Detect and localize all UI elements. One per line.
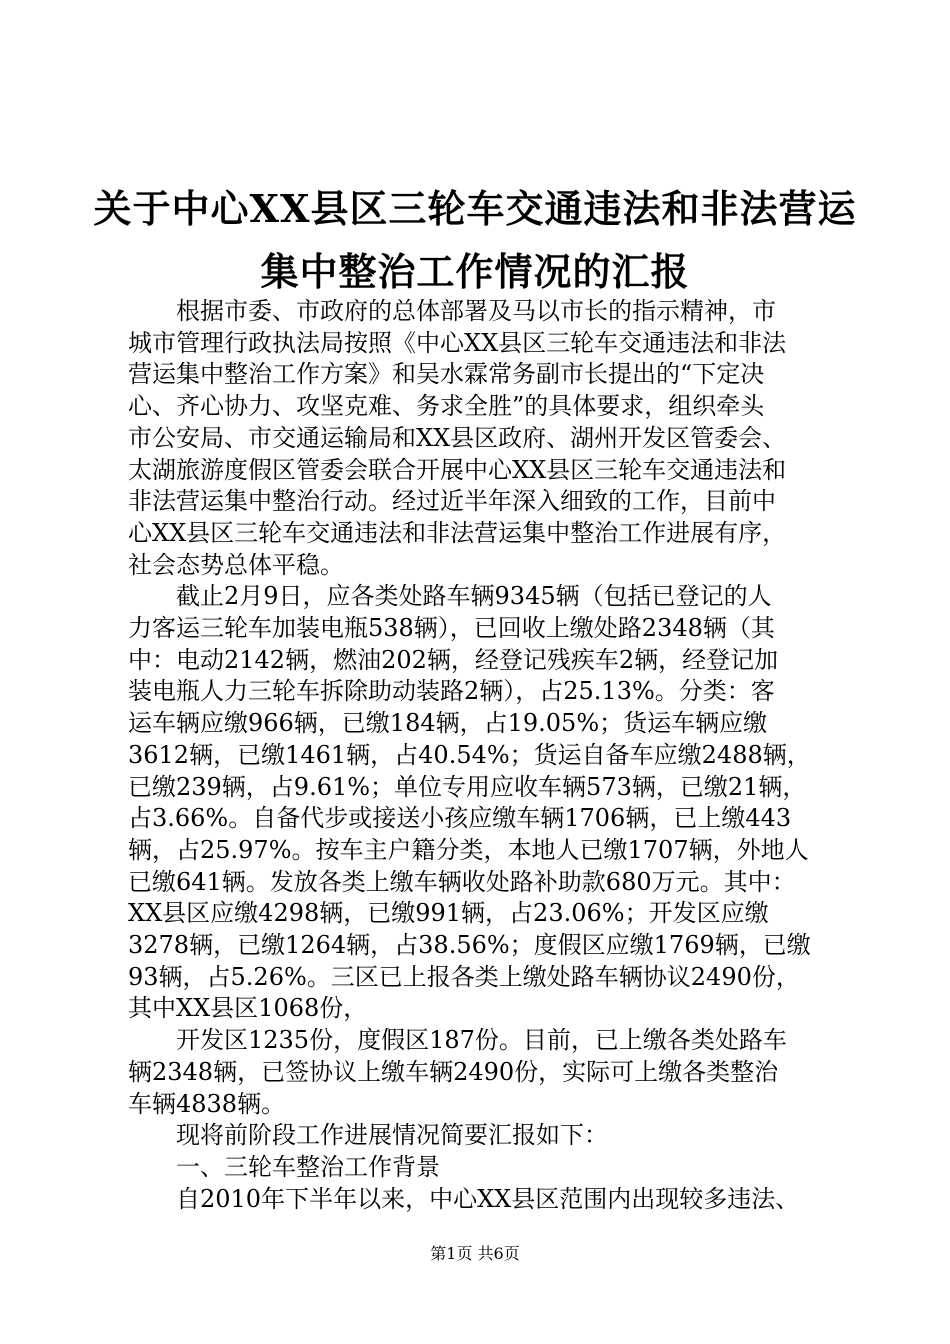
body-line: 3278辆，已缴1264辆，占38.56%；度假区应缴1769辆，已缴 [128, 931, 811, 959]
document-title-line-2: 集中整治工作情况的汇报 [260, 249, 690, 294]
body-line: 心XX县区三轮车交通违法和非法营运集中整治工作进展有序， [128, 519, 787, 547]
page-footer: 第1页 共6页 [430, 1244, 520, 1263]
body-line: 非法营运集中整治行动。经过近半年深入细致的工作，目前中 [128, 487, 776, 515]
body-line: 装电瓶人力三轮车拆除助动装路2辆），占25.13%。分类：客 [128, 677, 775, 705]
body-line: 截止2月9日，应各类处路车辆9345辆（包括已登记的人 [128, 582, 772, 610]
body-line: 市公安局、市交通运输局和XX县区政府、湖州开发区管委会、 [128, 424, 787, 452]
body-line: 现将前阶段工作进展情况简要汇报如下： [128, 1121, 608, 1149]
body-line: XX县区应缴4298辆，已缴991辆，占23.06%；开发区应缴 [128, 899, 769, 927]
body-line: 占3.66%。自备代步或接送小孩应缴车辆1706辆，已上缴443 [128, 804, 792, 832]
body-line: 已缴641辆。发放各类上缴车辆收处路补助款680万元。其中： [128, 868, 796, 896]
body-line: 运车辆应缴966辆，已缴184辆，占19.05%；货运车辆应缴 [128, 709, 768, 737]
body-line: 已缴239辆，占9.61%；单位专用应收车辆573辆，已缴21辆， [128, 773, 807, 801]
body-line: 自2010年下半年以来，中心XX县区范围内出现较多违法、 [128, 1185, 800, 1213]
body-line: 辆2348辆，已签协议上缴车辆2490份，实际可上缴各类整治 [128, 1058, 779, 1086]
body-line: 力客运三轮车加装电瓶538辆），已回收上缴处路2348辆（其 [128, 614, 775, 642]
body-line: 中：电动2142辆，燃油202辆，经登记残疾车2辆，经登记加 [128, 646, 779, 674]
body-line: 开发区1235份，度假区187份。目前，已上缴各类处路车 [128, 1026, 787, 1054]
body-line: 营运集中整治工作方案》和吴水霖常务副市长提出的“下定决 [128, 360, 765, 388]
body-line: 一、三轮车整治工作背景 [128, 1153, 440, 1181]
body-line: 社会态势总体平稳。 [128, 551, 344, 579]
body-line: 其中XX县区1068份， [128, 994, 368, 1022]
body-line: 辆，占25.97%。按车主户籍分类，本地人已缴1707辆，外地人 [128, 836, 809, 864]
body-line: 93辆，占5.26%。三区已上报各类上缴处路车辆协议2490份， [128, 963, 800, 991]
body-line: 根据市委、市政府的总体部署及马以市长的指示精神，市 [128, 297, 776, 325]
body-line: 太湖旅游度假区管委会联合开展中心XX县区三轮车交通违法和 [128, 456, 787, 484]
body-line: 城市管理行政执法局按照《中心XX县区三轮车交通违法和非法 [128, 329, 787, 357]
document-title-line-1: 关于中心XX县区三轮车交通违法和非法营运 [93, 186, 857, 231]
body-line: 车辆4838辆。 [128, 1090, 286, 1118]
body-line: 心、齐心协力、攻坚克难、务求全胜”的具体要求，组织牵头 [128, 392, 765, 420]
body-line: 3612辆，已缴1461辆，占40.54%；货运自备车应缴2488辆， [128, 741, 811, 769]
